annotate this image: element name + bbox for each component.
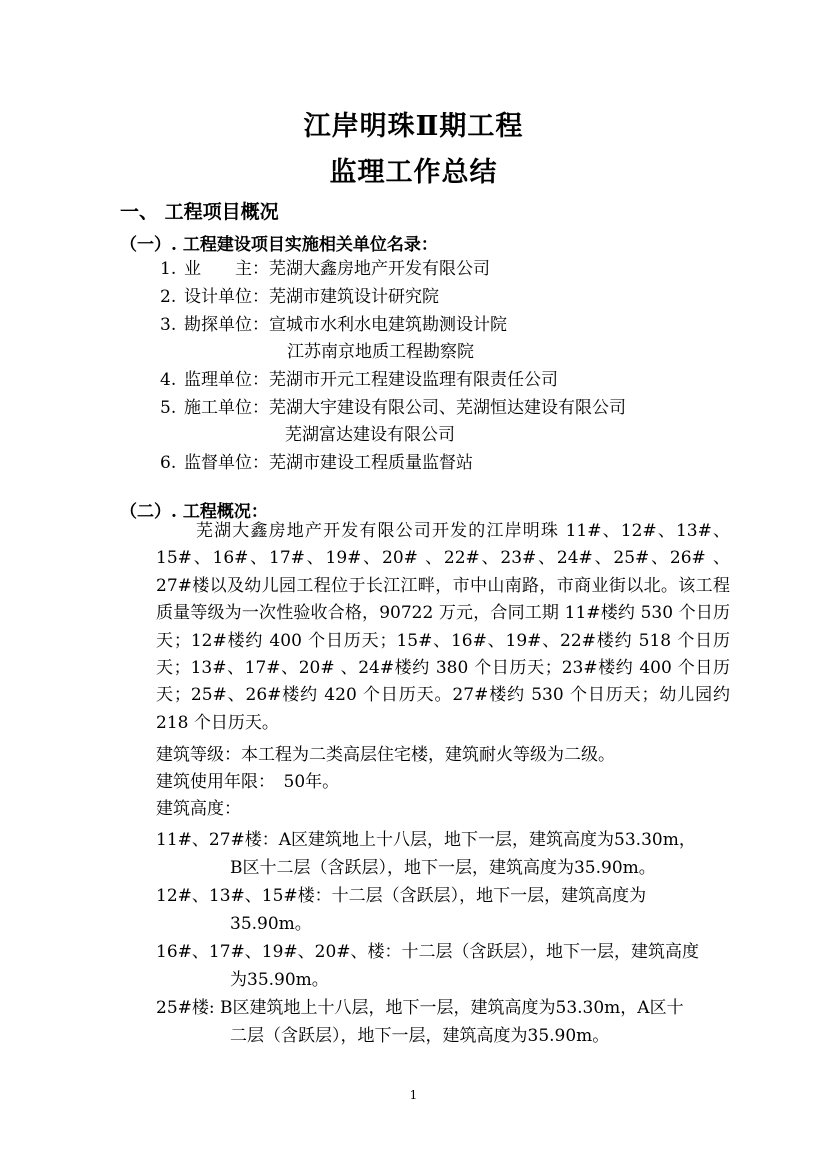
- unit-line: 2. 设计单位：芜湖市建筑设计研究院: [160, 287, 439, 307]
- building-grade: 建筑等级：本工程为二类高层住宅楼，建筑耐火等级为二级。: [156, 745, 615, 765]
- page-number: 1: [409, 1088, 418, 1102]
- unit-line: 5. 施工单位：芜湖大宇建设有限公司、芜湖恒达建设有限公司: [160, 398, 626, 418]
- overview-paragraph: [156, 518, 730, 737]
- building-info-block: [156, 742, 730, 823]
- document-title: 江岸明珠Ⅱ期工程: [303, 111, 524, 142]
- height-item: 16#、17#、19#、20#、楼：十二层（含跃层），地下一层，建筑高度 为35.90m。: [156, 942, 700, 990]
- height-item: 11#、27#楼：A区建筑地上十八层，地下一层，建筑高度为53.30m， B区十二层（含跃层），地下一层，建筑高度为35.90m。: [156, 830, 696, 878]
- unit-line: 4. 监理单位：芜湖市开元工程建设监理有限责任公司: [160, 370, 558, 390]
- section-heading-project-overview: 一、 工程项目概况: [120, 201, 279, 223]
- unit-line-continuation: 芜湖富达建设有限公司: [285, 425, 455, 445]
- unit-line: 3. 勘探单位：宣城市水利水电建筑勘测设计院: [160, 315, 507, 335]
- unit-line-continuation: 江苏南京地质工程勘察院: [287, 342, 474, 362]
- building-life: 建筑使用年限： 50年。: [156, 772, 340, 792]
- building-height-label: 建筑高度：: [156, 799, 241, 819]
- subsection-heading-units: （一）. 工程建设项目实施相关单位名录：: [120, 235, 438, 255]
- subsection-heading-overview: （二）. 工程概况：: [120, 502, 268, 522]
- height-item: 25#楼: B区建筑地上十八层，地下一层，建筑高度为53.30m，A区十 二层（含跃层），地下一层，建筑高度为35.90m。: [156, 998, 684, 1046]
- unit-line: 6. 监督单位：芜湖市建设工程质量监督站: [160, 453, 473, 473]
- unit-line: 1. 业 主：芜湖大鑫房地产开发有限公司: [160, 259, 490, 279]
- height-item: 12#、13#、15#楼：十二层（含跃层），地下一层，建筑高度为 35.90m。: [156, 886, 647, 934]
- overview-text: 芜湖大鑫房地产开发有限公司开发的江岸明珠 11#、12#、13#、15#、16#、17#、19#、20# 、22#、23#、24#、25#、26# 、27#楼以及幼儿园工程位于长江江畔，市中山南路，市商业街以北。该工程质量等级为一次性验收合格，90722 万元，合同工期 11#楼约 530 个日历天；12#楼约 400 个日历天；15#、16#、19#、22#楼约 518 个日历天；13#、17#、20# 、24#楼约 380 个日历天；23#楼约 400 个日历天；25#、26#楼约 420 个日历天。27#楼约 530 个日历天；幼儿园约 218 个日历天。: [156, 521, 730, 733]
- document-subtitle: 监理工作总结: [329, 157, 498, 188]
